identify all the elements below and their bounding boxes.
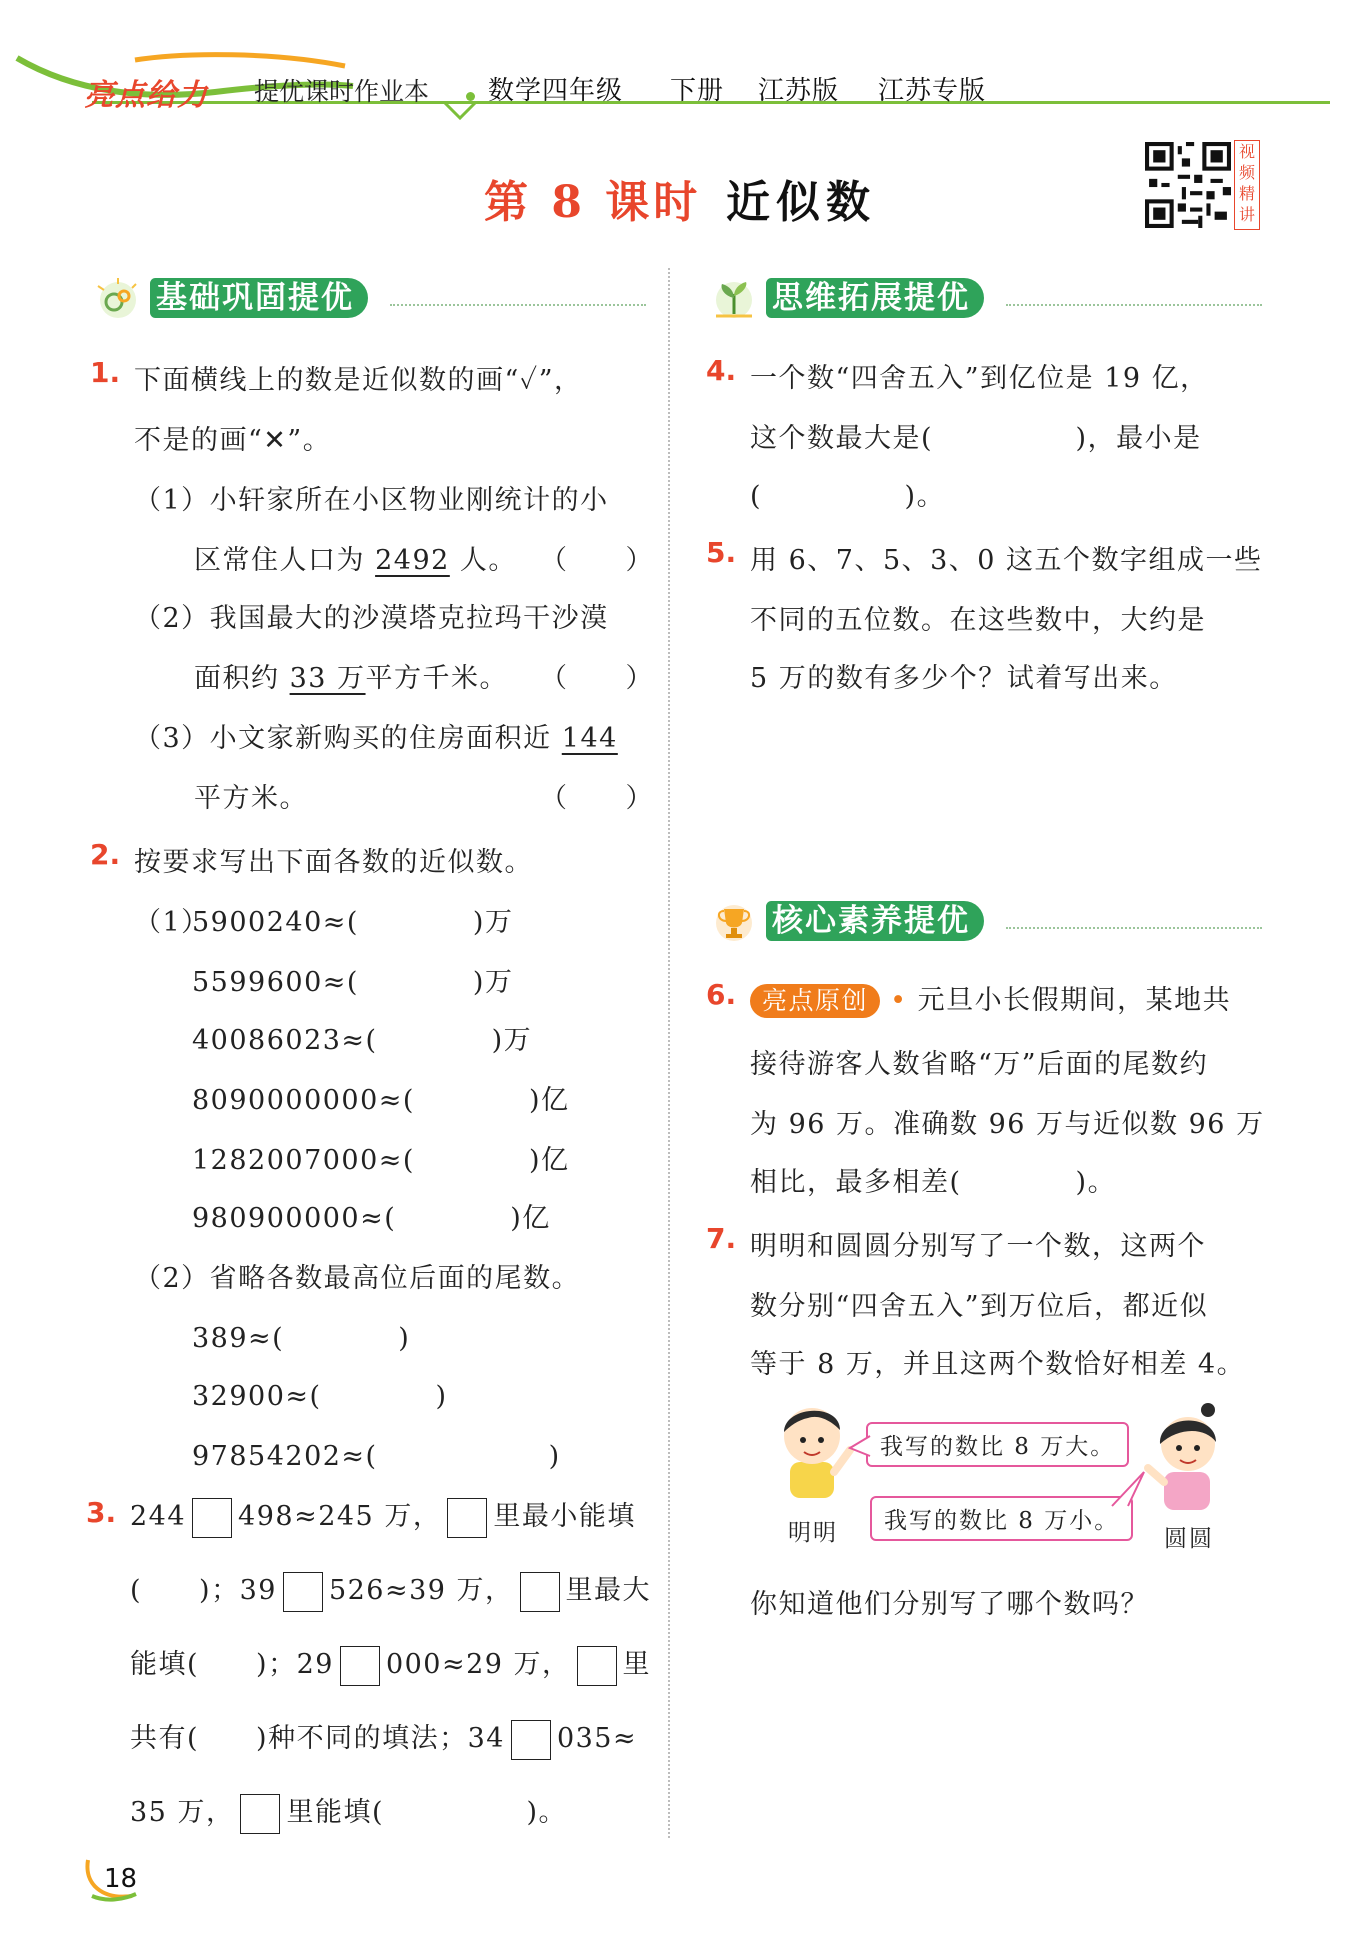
- question-text[interactable]: 相比，最多相差( )。: [750, 1167, 1117, 1198]
- question-text: 一个数“四舍五入”到亿位是 19 亿，: [750, 363, 1209, 394]
- blank-box[interactable]: [447, 1498, 487, 1538]
- blank-box[interactable]: [577, 1646, 617, 1686]
- fill-row[interactable]: 40086023≈( )万: [192, 1025, 533, 1056]
- blank-box[interactable]: [520, 1572, 560, 1612]
- item-text: 平方米。: [194, 783, 308, 814]
- item-text: （2）我国最大的沙漠塔克拉玛干沙漠: [134, 603, 609, 634]
- answer-paren[interactable]: （ ）: [540, 545, 654, 576]
- underlined-number: 144: [561, 723, 618, 754]
- header-grade: 数学四年级: [488, 76, 624, 106]
- blank-box[interactable]: [283, 1572, 323, 1612]
- underlined-number: 33 万: [289, 663, 366, 694]
- section-divider: [390, 304, 646, 306]
- question-line: 共有( )种不同的填法；34 035≈: [130, 1716, 637, 1760]
- header-edition: 江苏版: [758, 76, 840, 106]
- column-divider: [668, 268, 670, 1838]
- fill-row[interactable]: 389≈( ): [192, 1323, 411, 1354]
- fill-row[interactable]: 5900240≈( )万: [192, 907, 514, 938]
- section-title: 思维拓展提优: [766, 278, 984, 318]
- item-text: （1）小轩家所在小区物业刚统计的小: [134, 485, 609, 516]
- header-chevron-icon: [440, 96, 480, 122]
- item-text: 面积约 33 万平方千米。: [194, 663, 509, 694]
- fill-row[interactable]: 97854202≈( ): [192, 1441, 561, 1472]
- bubble-tail: [1110, 1466, 1150, 1510]
- original-badge: 亮点原创: [750, 984, 880, 1018]
- header-province: 江苏专版: [878, 76, 987, 106]
- question-text: 你知道他们分别写了哪个数吗？: [750, 1589, 1149, 1620]
- answer-paren[interactable]: （ ）: [540, 783, 654, 814]
- section-divider: [1006, 927, 1262, 929]
- question-text: 明明和圆圆分别写了一个数，这两个: [750, 1231, 1206, 1262]
- section-thinking: [706, 274, 1266, 322]
- section-divider: [1006, 304, 1262, 306]
- question-number: 6.: [706, 978, 737, 1011]
- question-text: 按要求写出下面各数的近似数。: [134, 847, 533, 878]
- question-text[interactable]: ( )。: [750, 481, 946, 512]
- question-number: 5.: [706, 536, 737, 569]
- item-text: （3）小文家新购买的住房面积近 144: [134, 723, 618, 754]
- question-number: 2.: [90, 838, 121, 871]
- fill-row[interactable]: 1282007000≈( )亿: [192, 1145, 570, 1176]
- bubble-tail: [848, 1432, 872, 1462]
- question-number: 4.: [706, 354, 737, 387]
- question-line: 244 498≈245 万， 里最小能填: [130, 1494, 636, 1538]
- lesson-number: 第 8 课时: [484, 177, 702, 228]
- item-text: （2）省略各数最高位后面的尾数。: [134, 1263, 581, 1294]
- gear-leaf-icon: [90, 274, 146, 322]
- question-text: 为 96 万。准确数 96 万与近似数 96 万: [750, 1109, 1265, 1140]
- question-text: 5 万的数有多少个？试着写出来。: [750, 663, 1178, 694]
- boy-mingming-illustration: [768, 1392, 856, 1510]
- name-yuanyuan: 圆圆: [1164, 1526, 1214, 1552]
- blank-box[interactable]: [340, 1646, 380, 1686]
- section-title: 核心素养提优: [766, 901, 984, 941]
- question-line: ( )；39 526≈39 万， 里最大: [130, 1568, 651, 1612]
- question-text: 接待游客人数省略“万”后面的尾数约: [750, 1049, 1209, 1080]
- blank-box[interactable]: [240, 1794, 280, 1834]
- section-core: [706, 897, 1266, 945]
- header-volume: 下册: [670, 76, 725, 106]
- trophy-icon: [706, 897, 762, 945]
- blank-box[interactable]: [511, 1720, 551, 1760]
- question-number: 1.: [90, 356, 121, 389]
- question-text[interactable]: 这个数最大是( )，最小是: [750, 423, 1202, 454]
- qr-code-icon[interactable]: [1145, 142, 1231, 228]
- section-title: 基础巩固提优: [150, 278, 368, 318]
- speech-bubble-bottom: 我写的数比 8 万小。: [870, 1496, 1133, 1541]
- question-text: 亮点原创 • 元旦小长假期间，某地共: [750, 978, 1231, 1018]
- sprout-icon: [706, 274, 762, 322]
- video-label: 视频精讲: [1234, 140, 1260, 230]
- question-text: 等于 8 万，并且这两个数恰好相差 4。: [750, 1349, 1246, 1380]
- section-basic: [90, 274, 650, 322]
- lesson-title: 近似数: [726, 177, 876, 228]
- question-text: 用 6、7、5、3、0 这五个数字组成一些: [750, 545, 1263, 576]
- question-text: 下面横线上的数是近似数的画“✓”，: [134, 365, 583, 396]
- question-number: 7.: [706, 1222, 737, 1255]
- name-mingming: 明明: [788, 1520, 838, 1546]
- question-text: 不是的画“✕”。: [134, 425, 332, 456]
- speech-bubble-top: 我写的数比 8 万大。: [866, 1422, 1129, 1467]
- question-text: 不同的五位数。在这些数中，大约是: [750, 605, 1206, 636]
- fill-row[interactable]: 32900≈( ): [192, 1381, 448, 1412]
- page-number: 18: [104, 1864, 138, 1894]
- question-line: 能填( )；29 000≈29 万， 里: [130, 1642, 651, 1686]
- header-dot: [466, 92, 475, 101]
- fill-row[interactable]: 5599600≈( )万: [192, 967, 514, 998]
- question-line: 35 万， 里能填( )。: [130, 1790, 567, 1834]
- item-label: （1）: [134, 907, 210, 938]
- item-text: 区常住人口为 2492 人。: [194, 545, 517, 576]
- fill-row[interactable]: 8090000000≈( )亿: [192, 1085, 570, 1116]
- answer-paren[interactable]: （ ）: [540, 663, 654, 694]
- blank-box[interactable]: [192, 1498, 232, 1538]
- question-text: 数分别“四舍五入”到万位后，都近似: [750, 1291, 1209, 1322]
- girl-yuanyuan-illustration: [1140, 1402, 1236, 1514]
- brand-subtitle: 提优课时作业本: [254, 77, 430, 106]
- question-number: 3.: [86, 1496, 117, 1529]
- brand-logo: 亮点给力: [84, 78, 208, 113]
- underlined-number: 2492: [375, 545, 450, 576]
- fill-row[interactable]: 980900000≈( )亿: [192, 1203, 551, 1234]
